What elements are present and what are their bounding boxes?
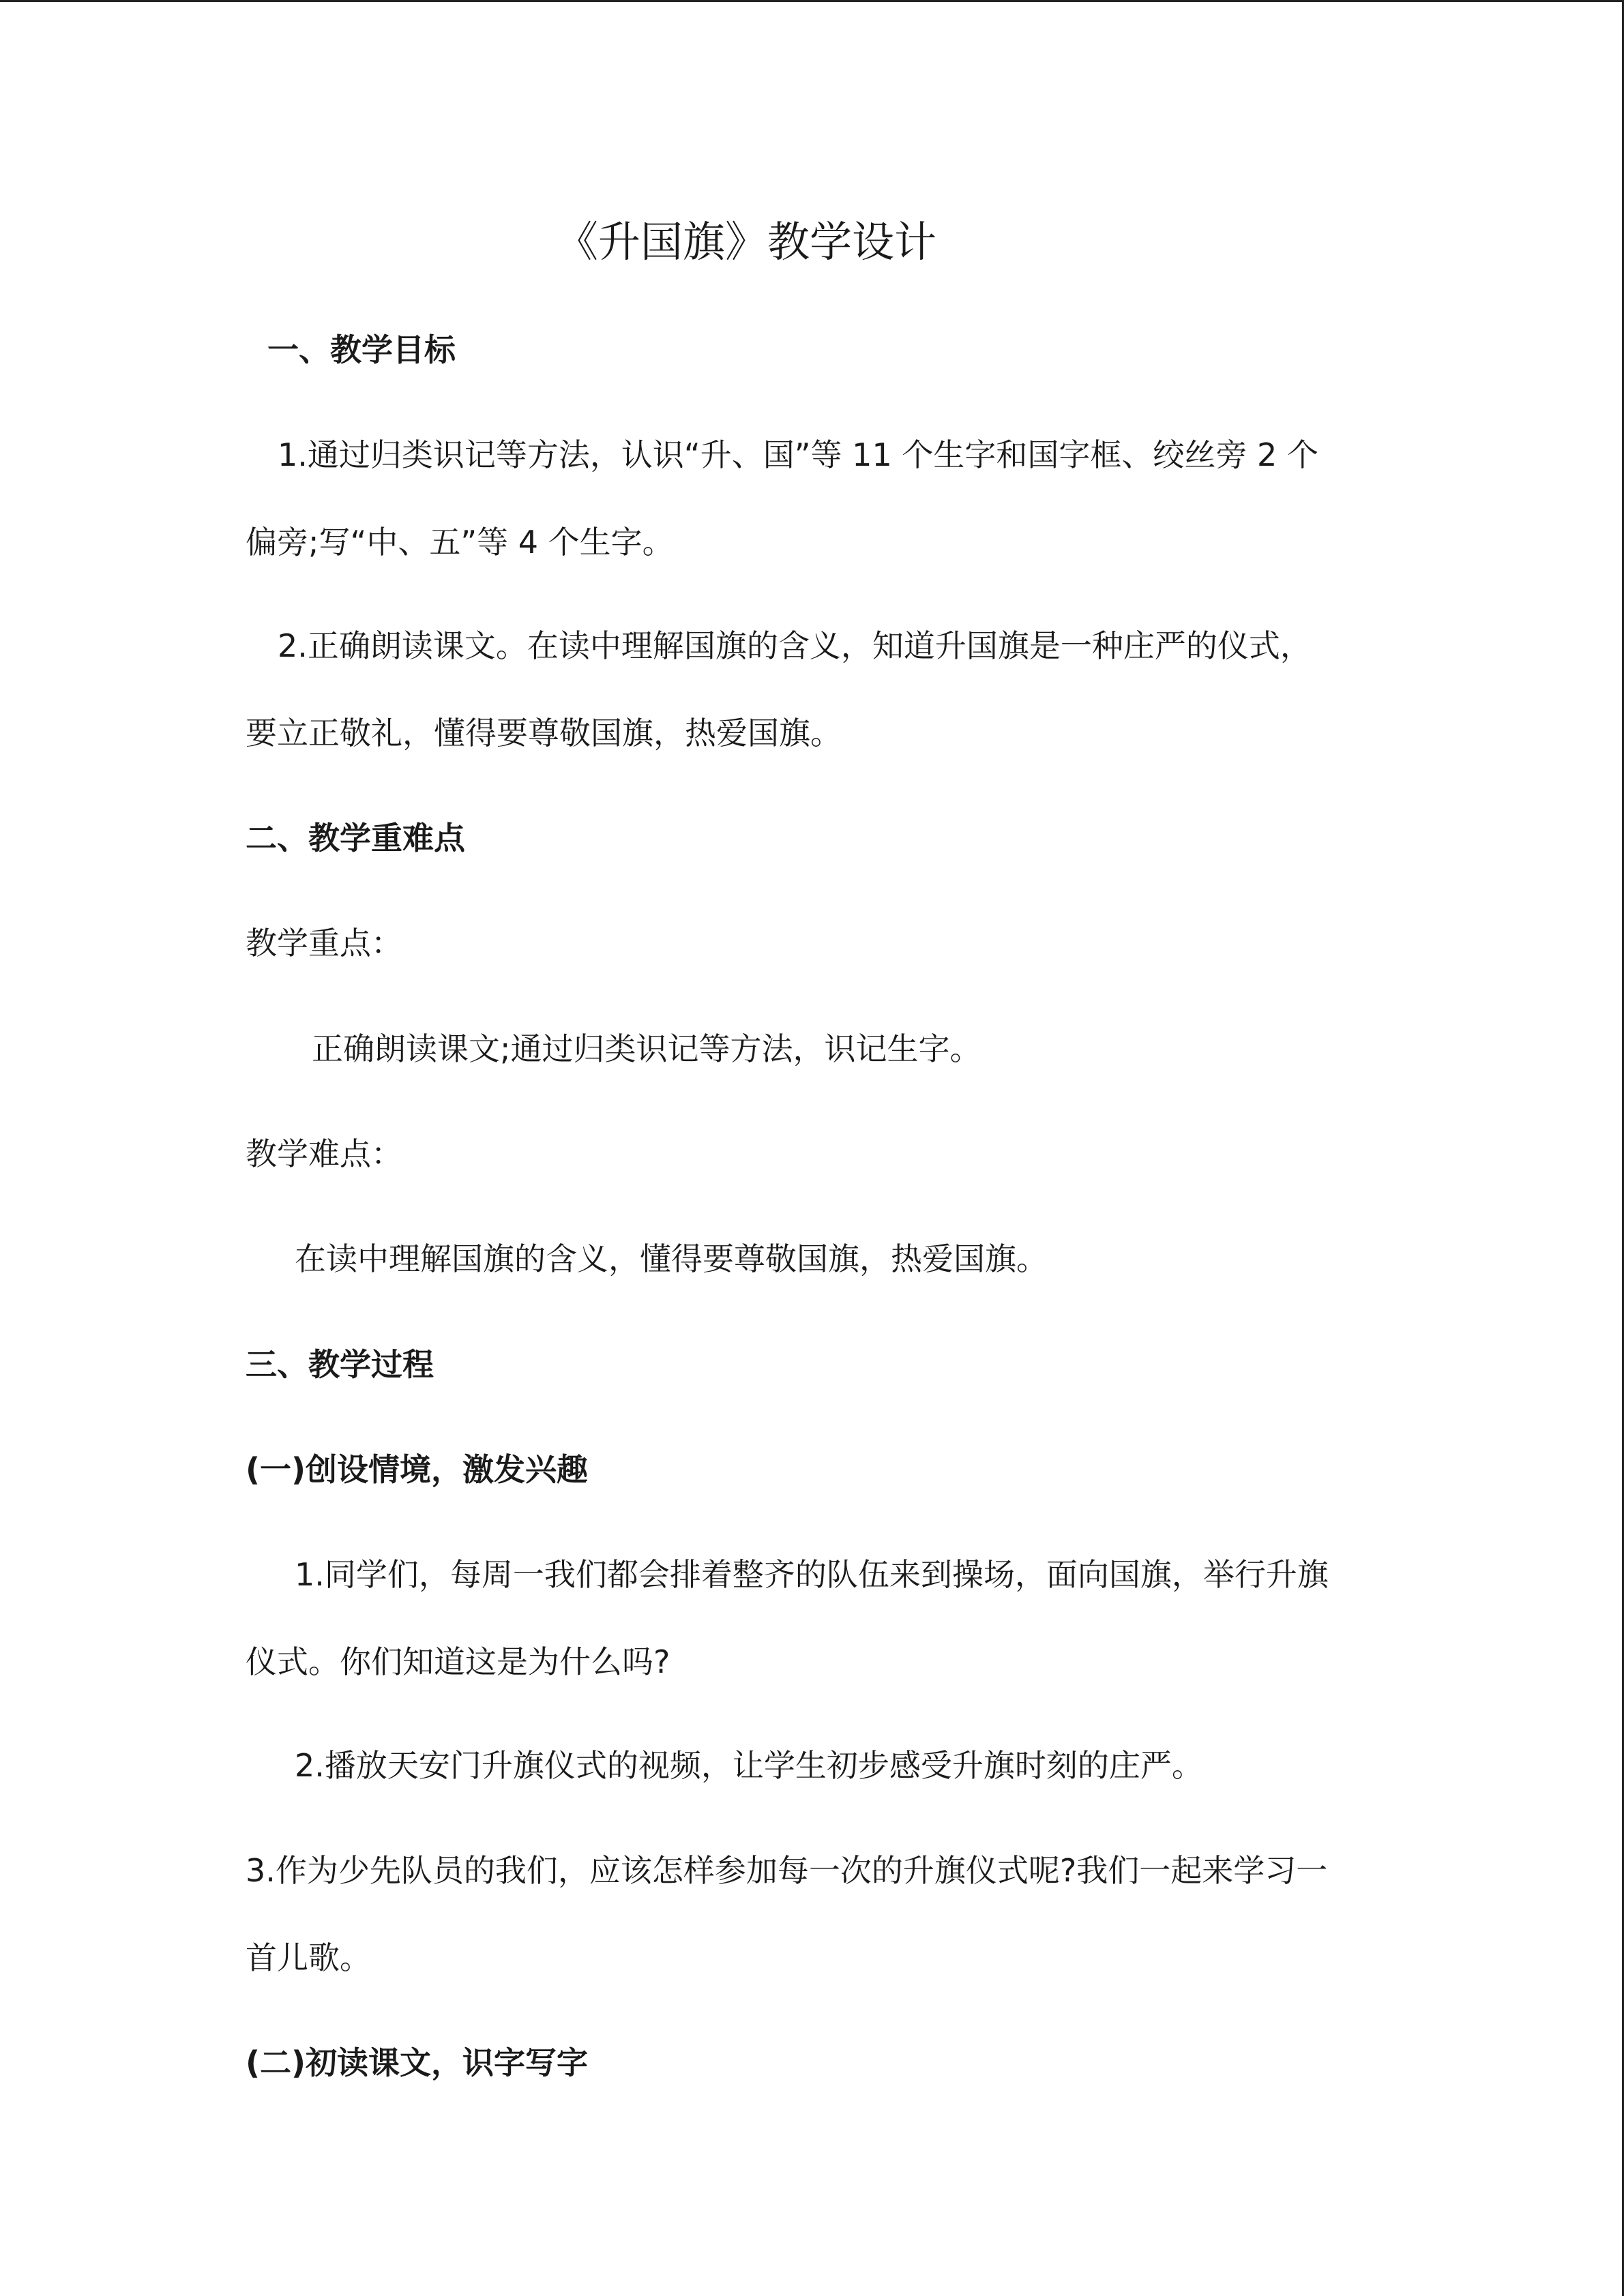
step-3-line-1: 3.作为少先队员的我们，应该怎样参加每一次的升旗仪式呢?我们一起来学习一 <box>246 1852 1328 1889</box>
step-1-line-1: 1.同学们，每周一我们都会排着整齐的队伍来到操场，面向国旗，举行升旗 <box>295 1556 1329 1593</box>
document-title: 《升国旗》教学设计 <box>556 217 937 267</box>
difficulty-text: 在读中理解国旗的含义，懂得要尊敬国旗，热爱国旗。 <box>295 1240 1048 1277</box>
key-point-label: 教学重点： <box>246 925 402 961</box>
subsection-heading-2: (二)初读课文，识字写字 <box>246 2044 589 2081</box>
key-point-text: 正确朗读课文;通过归类识记等方法，识记生字。 <box>312 1030 981 1067</box>
subsection-heading-1: (一)创设情境，激发兴趣 <box>246 1451 589 1488</box>
objective-2-line-1: 2.正确朗读课文。在读中理解国旗的含义，知道升国旗是一种庄严的仪式， <box>278 627 1312 664</box>
section-heading-process: 三、教学过程 <box>246 1346 434 1383</box>
difficulty-label: 教学难点： <box>246 1135 402 1172</box>
step-2: 2.播放天安门升旗仪式的视频，让学生初步感受升旗时刻的庄严。 <box>295 1747 1203 1784</box>
section-heading-key-difficulties: 二、教学重难点 <box>246 820 465 856</box>
step-1-line-2: 仪式。你们知道这是为什么吗? <box>246 1643 670 1680</box>
objective-1-line-2: 偏旁;写“中、五”等 4 个生字。 <box>246 524 674 561</box>
section-heading-objectives: 一、教学目标 <box>267 331 456 368</box>
step-3-line-2: 首儿歌。 <box>246 1939 371 1976</box>
objective-1-line-1: 1.通过归类识记等方法，认识“升、国”等 11 个生字和国字框、绞丝旁 2 个 <box>278 436 1318 473</box>
objective-2-line-2: 要立正敬礼，懂得要尊敬国旗，热爱国旗。 <box>246 715 842 751</box>
